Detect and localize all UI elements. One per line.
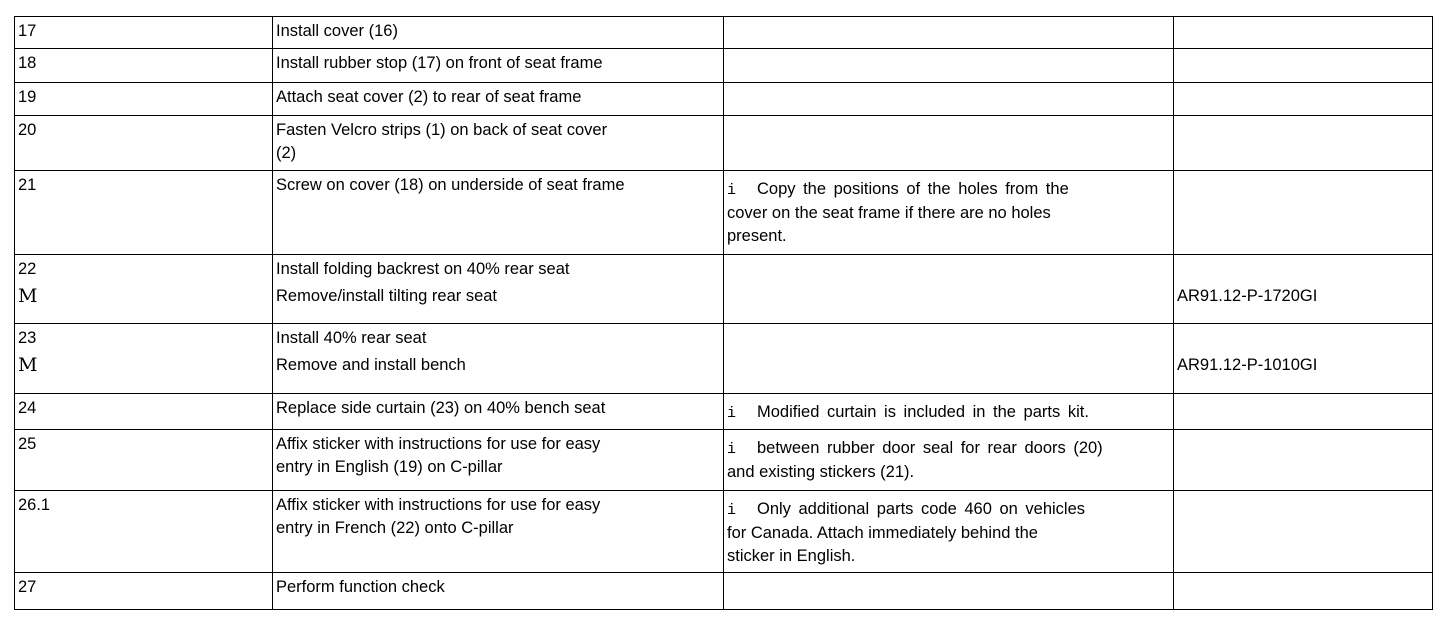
action-text: entry in French (22) onto C-pillar	[276, 519, 514, 537]
reference-cell	[1174, 83, 1433, 116]
step-number-cell	[15, 430, 273, 491]
note-line	[727, 498, 1170, 522]
note-cell	[724, 49, 1174, 83]
table-row	[15, 49, 1433, 83]
table-row	[15, 394, 1433, 430]
step-number: 21	[18, 176, 37, 194]
step-number: 23	[18, 329, 37, 347]
action-text: Affix sticker with instructions for use for easy	[276, 496, 601, 514]
reference-cell	[1174, 573, 1433, 610]
reference-cell	[1174, 394, 1433, 430]
note-cell	[724, 17, 1174, 49]
table-row	[15, 324, 1433, 394]
reference-cell	[1174, 17, 1433, 49]
reference-cell	[1174, 430, 1433, 491]
action-cell	[273, 430, 724, 491]
action-text: Install rubber stop (17) on front of seat frame	[276, 54, 603, 72]
step-number: 24	[18, 399, 37, 417]
table-row	[15, 83, 1433, 116]
action-cell	[273, 49, 724, 83]
action-text: entry in English (19) on C-pillar	[276, 458, 503, 476]
reference-cell	[1174, 171, 1433, 255]
table-row	[15, 171, 1433, 255]
reference-cell	[1174, 116, 1433, 171]
action-text: (2)	[276, 144, 297, 162]
step-number-cell	[15, 491, 273, 573]
note-line	[727, 178, 1170, 202]
info-icon: i	[727, 502, 737, 519]
note-cell	[724, 491, 1174, 573]
action-cell	[273, 83, 724, 116]
maintenance-m-icon: M	[18, 285, 38, 307]
step-number: 18	[18, 54, 37, 72]
note-cell	[724, 171, 1174, 255]
action-link-text[interactable]: Remove/install tilting rear seat	[276, 287, 498, 305]
action-text: Install folding backrest on 40% rear seat	[276, 260, 570, 278]
note-cell	[724, 394, 1174, 430]
action-cell	[273, 116, 724, 171]
action-text: Fasten Velcro strips (1) on back of seat cover	[276, 121, 608, 139]
action-text: Screw on cover (18) on underside of seat frame	[276, 176, 625, 194]
step-number: 27	[18, 578, 37, 596]
reference-cell	[1174, 491, 1433, 573]
note-cell	[724, 83, 1174, 116]
step-number: 19	[18, 88, 37, 106]
step-number-cell	[15, 573, 273, 610]
note-cell	[724, 430, 1174, 491]
action-cell	[273, 573, 724, 610]
table-row	[15, 255, 1433, 324]
table-row	[15, 491, 1433, 573]
step-number-cell	[15, 83, 273, 116]
reference-cell	[1174, 324, 1433, 394]
note-line	[727, 437, 1170, 461]
note-text: between rubber door seal for rear doors (20)	[757, 439, 1103, 457]
note-text: Only additional parts code 460 on vehicles	[757, 500, 1086, 518]
table-row	[15, 17, 1433, 49]
action-text: Attach seat cover (2) to rear of seat frame	[276, 88, 582, 106]
note-cell	[724, 324, 1174, 394]
note-text: cover on the seat frame if there are no holes	[727, 204, 1051, 222]
action-cell	[273, 17, 724, 49]
work-steps-sheet	[14, 16, 1432, 610]
reference-link[interactable]: AR91.12-P-1720GI	[1177, 287, 1318, 305]
action-text: Perform function check	[276, 578, 445, 596]
info-icon: i	[727, 405, 737, 422]
note-cell	[724, 255, 1174, 324]
step-number-cell	[15, 49, 273, 83]
table-row	[15, 573, 1433, 610]
step-number: 25	[18, 435, 37, 453]
reference-cell	[1174, 255, 1433, 324]
action-cell	[273, 324, 724, 394]
action-text: Affix sticker with instructions for use for easy	[276, 435, 601, 453]
step-number: 20	[18, 121, 37, 139]
step-number-cell	[15, 171, 273, 255]
step-number: 26.1	[18, 496, 51, 514]
info-icon: i	[727, 441, 737, 458]
reference-link[interactable]: AR91.12-P-1010GI	[1177, 356, 1318, 374]
step-number-cell	[15, 324, 273, 394]
note-text: Modified curtain is included in the parts kit.	[757, 403, 1089, 421]
note-text: Copy the positions of the holes from the	[757, 180, 1069, 198]
info-icon: i	[727, 182, 737, 199]
reference-cell	[1174, 49, 1433, 83]
action-link-text[interactable]: Remove and install bench	[276, 356, 466, 374]
action-cell	[273, 491, 724, 573]
table-row	[15, 430, 1433, 491]
action-text: Replace side curtain (23) on 40% bench seat	[276, 399, 606, 417]
work-steps-table	[14, 16, 1433, 610]
step-number-cell	[15, 255, 273, 324]
note-text: for Canada. Attach immediately behind the	[727, 524, 1038, 542]
table-row	[15, 116, 1433, 171]
step-number-cell	[15, 394, 273, 430]
maintenance-m-icon: M	[18, 354, 38, 376]
note-cell	[724, 116, 1174, 171]
step-number: 22	[18, 260, 37, 278]
note-text: sticker in English.	[727, 547, 856, 565]
step-number-cell	[15, 17, 273, 49]
note-cell	[724, 573, 1174, 610]
action-text: Install 40% rear seat	[276, 329, 427, 347]
action-text: Install cover (16)	[276, 22, 398, 40]
step-number-cell	[15, 116, 273, 171]
action-cell	[273, 394, 724, 430]
note-text: present.	[727, 227, 787, 245]
step-number: 17	[18, 22, 37, 40]
action-cell	[273, 255, 724, 324]
note-text: and existing stickers (21).	[727, 463, 915, 481]
note-line	[727, 401, 1170, 425]
action-cell	[273, 171, 724, 255]
